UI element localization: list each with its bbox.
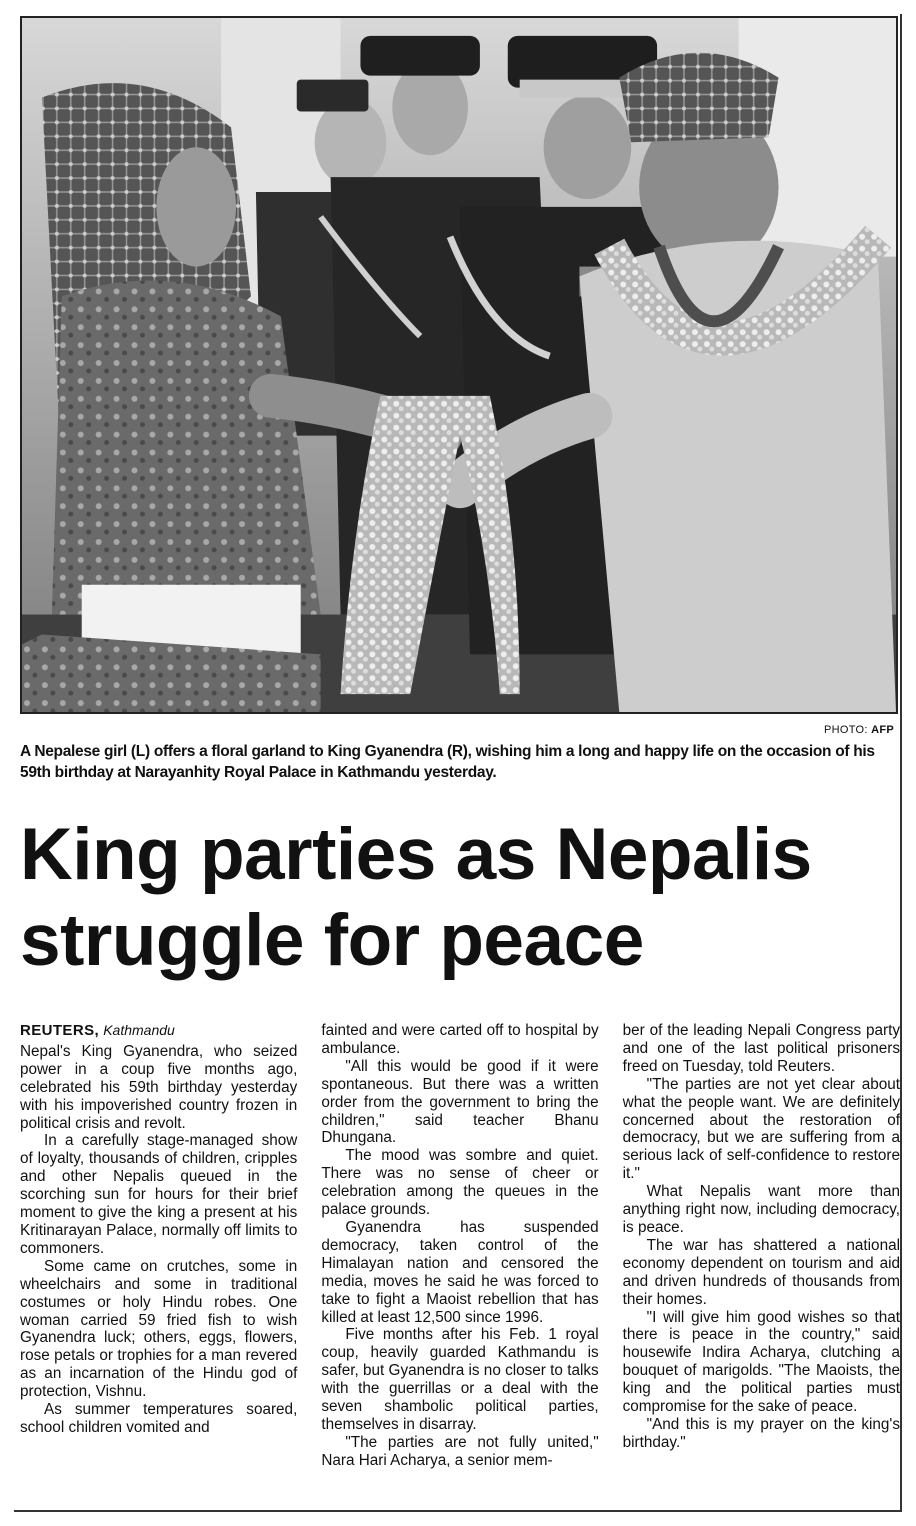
paragraph: Nepal's King Gyanendra, who seized power in a coup five months ago, celebrated his 59th birthday yesterday with his impoverished country frozen in political crisis and revolt. [20, 1042, 298, 1132]
photo-credit [824, 724, 894, 736]
byline-agency: REUTERS, [20, 1022, 100, 1039]
paragraph: Five months after his Feb. 1 royal coup, heavily guarded Kathmandu is safer, but Gyanendra is no closer to talks with the guerrillas or a deal with the seven shambolic political parties, themselves in disarray. [321, 1326, 599, 1433]
news-photo [20, 16, 898, 714]
paragraph: "I will give him good wishes so that there is peace in the country," said housewife Indira Acharya, clutching a bouquet of marigolds. "The Maoists, the king and the political parties must compromise for the sake of peace. [622, 1308, 900, 1416]
photo-caption: A Nepalese girl (L) offers a floral garland to King Gyanendra (R), wishing him a long and happy life on the occasion of his 59th birthday at Narayanhity Royal Palace in Kathmandu yesterday. [20, 743, 875, 781]
paragraph-continued: fainted and were carted off to hospital by ambulance. [321, 1022, 599, 1057]
paragraph: In a carefully stage-managed show of loyalty, thousands of children, cripples and other Nepalis queued in the scorching sun for hours for their brief moment to give the king a present at his Kritinarayan Palace, normally off limits to commoners. [20, 1132, 298, 1257]
headline-line-1: King parties as Nepalis [20, 814, 812, 895]
photo-illustration [22, 18, 896, 712]
page-border-bottom [14, 1510, 902, 1512]
paragraph: As summer temperatures soared, school children vomited and [20, 1401, 298, 1436]
article-column-2 [321, 1022, 598, 1502]
paragraph: "And this is my prayer on the king's birthday." [622, 1415, 900, 1451]
paragraph-continued: ber of the leading Nepali Congress party and one of the last political prisoners freed on Tuesday, told Reuters. [622, 1022, 900, 1075]
photo-credit-label: PHOTO: [823, 724, 868, 736]
paragraph: The mood was sombre and quiet. There was no sense of cheer or celebration among the queues in the palace grounds. [321, 1147, 599, 1219]
article-body [20, 1022, 900, 1502]
headline [20, 812, 900, 984]
paragraph: Some came on crutches, some in wheelchairs and some in traditional costumes or holy Hindu robes. One woman carried 59 fried fish to wish Gyanendra luck; others, eggs, flowers, rose petals or trophies for a man revered as an incarnation of the Hindu god of protection, Vishnu. [20, 1257, 298, 1401]
paragraph: What Nepalis want more than anything right now, including democracy, is peace. [622, 1183, 900, 1236]
paragraph: "The parties are not yet clear about what the people want. We are definitely concerned about the restoration of democracy, but we are suffering from a serious lack of self-confidence to restore it." [622, 1075, 900, 1183]
article-column-1 [20, 1022, 297, 1502]
headline-line-2: struggle for peace [20, 900, 644, 981]
article-column-3 [623, 1022, 900, 1502]
byline-location: Kathmandu [103, 1022, 175, 1038]
byline [20, 1022, 297, 1040]
paragraph: The war has shattered a national economy dependent on tourism and aid and driven hundreds of thousands from their homes. [622, 1236, 900, 1308]
paragraph: Gyanendra has suspended democracy, taken control of the Himalayan nation and censored the media, moves he said he was forced to take to fight a Maoist rebellion that has killed at least 12,500 since 1996. [321, 1218, 599, 1326]
paragraph: "The parties are not fully united," Nara Hari Acharya, a senior mem- [321, 1433, 599, 1469]
photo-credit-source: AFP [871, 724, 894, 736]
page-border-right [900, 14, 902, 1510]
paragraph: "All this would be good if it were spontaneous. But there was a written order from the government to bring the children," said teacher Bhanu Dhungana. [321, 1057, 599, 1147]
